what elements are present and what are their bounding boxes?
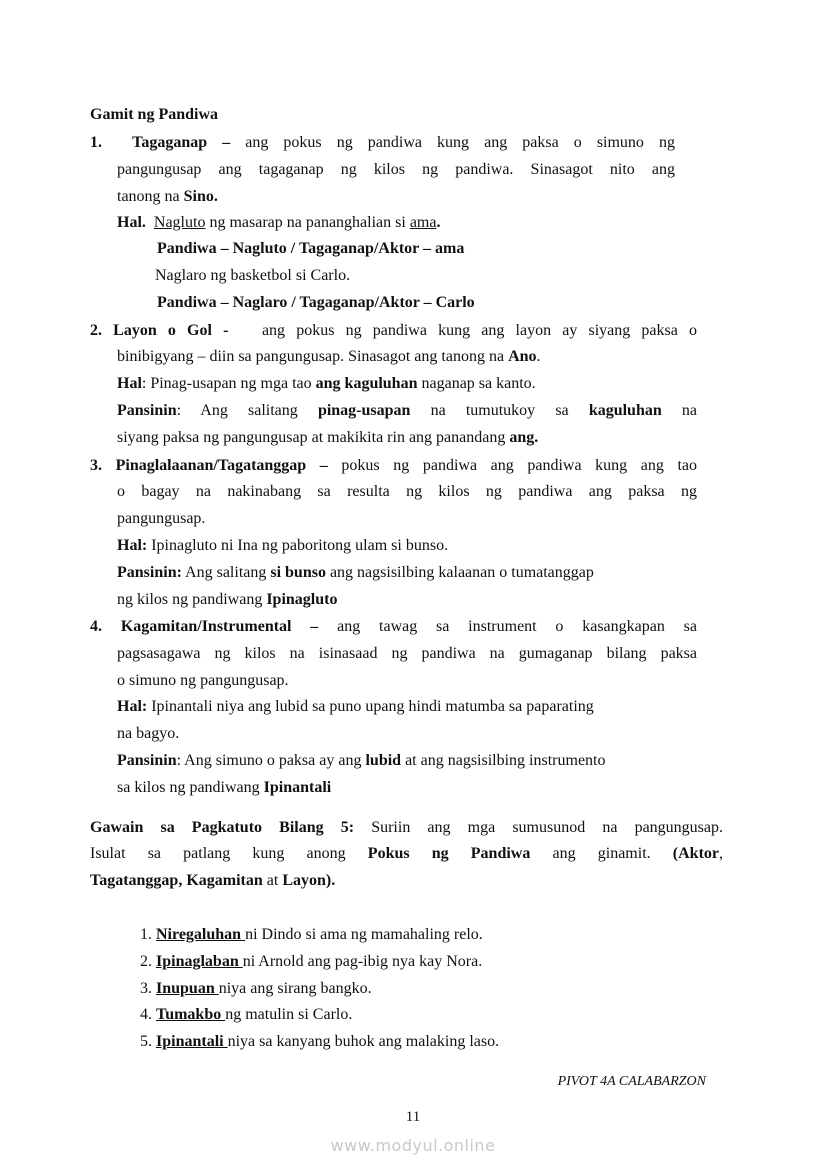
exercise-sentence (140, 1005, 352, 1025)
section-heading (90, 105, 218, 125)
text-segment: Gawain sa Pagkatuto Bilang 5: (90, 819, 355, 836)
text-segment: ang ginamit. (552, 845, 673, 862)
example-line (117, 536, 448, 556)
example-line (117, 374, 536, 394)
text-segment: (Aktor (672, 845, 720, 862)
text-segment: : Ang simuno o paksa ay ang (176, 752, 366, 769)
text-segment: na bagyo. (117, 725, 180, 742)
text-segment: Tagatanggap, Kagamitan (90, 872, 263, 889)
text-segment: 3. (90, 457, 102, 474)
text-segment: ang. (509, 429, 539, 446)
text-segment: at ang nagsisilbing instrumento (401, 752, 606, 769)
text-segment: ng masarap na pananghalian si (205, 214, 410, 231)
text-segment: na tumutukoy sa (430, 402, 589, 419)
text-segment: sa kilos ng pandiwang (117, 779, 264, 796)
text-segment: pangungusap. (117, 510, 206, 527)
text-segment: Hal: (117, 698, 148, 715)
example-line (155, 266, 350, 286)
text-segment: Pansinin (117, 752, 177, 769)
exercise-sentence (140, 979, 372, 999)
text-segment: ama (409, 214, 437, 231)
text-segment: niya sa kanyang buhok ang malaking laso. (227, 1033, 500, 1050)
text-segment: pinag-usapan (317, 402, 411, 419)
activity-instructions (90, 871, 335, 891)
text-segment: Ipinantali (156, 1033, 228, 1050)
text-segment: 2. (140, 953, 152, 970)
example-line (117, 213, 440, 233)
item-line (117, 347, 541, 367)
note-line (117, 428, 538, 448)
text-segment: 4. (140, 1006, 152, 1023)
text-segment: Gamit ng Pandiwa (90, 106, 219, 123)
text-segment: . (436, 214, 441, 231)
text-segment: ang nagsisilbing kalaanan o tumatanggap (325, 564, 594, 581)
text-segment: : Pinag-usapan ng mga tao (141, 375, 316, 392)
text-segment: Isulat sa patlang kung anong (90, 845, 368, 862)
text-segment: ng matulin si Carlo. (225, 1006, 353, 1023)
text-segment: Suriin ang mga sumusunod na pangungusap. (354, 819, 723, 836)
text-segment: Ano (508, 348, 537, 365)
text-segment: ang pokus ng pandiwa kung ang paksa o simuno ng (245, 134, 675, 151)
exercise-sentence (140, 952, 482, 972)
text-segment: 1. (140, 926, 152, 943)
text-segment: Pokus ng Pandiwa (367, 845, 531, 862)
text-segment: pokus ng pandiwa ang pandiwa kung ang tao (341, 457, 698, 474)
note-line (117, 401, 697, 421)
note-line (117, 778, 331, 798)
text-segment: Layon). (282, 872, 336, 889)
text-segment: niya ang sirang bangko. (218, 980, 372, 997)
answer-line (157, 293, 475, 313)
text-segment: pagsasagawa ng kilos na isinasaad ng pandiwa na gumaganap bilang paksa (117, 645, 697, 662)
text-segment: at (262, 872, 283, 889)
text-segment: Pandiwa – Naglaro / Tagaganap/Aktor – Carlo (157, 294, 475, 311)
text-segment: . (536, 348, 541, 365)
exercise-sentence (140, 925, 483, 945)
item-line (90, 617, 697, 637)
text-segment: Pansinin (117, 402, 177, 419)
text-segment: ang pokus ng pandiwa kung ang layon ay siyang paksa o (261, 322, 698, 339)
text-segment: Pansinin: (117, 564, 182, 581)
item-line (117, 644, 697, 664)
text-segment: Tagaganap – (132, 134, 231, 151)
text-segment: Kagamitan/Instrumental – (120, 618, 319, 635)
text-segment: , (719, 845, 724, 862)
text-segment: ni Arnold ang pag-ibig nya kay Nora. (242, 953, 483, 970)
text-segment: 4. (90, 618, 102, 635)
item-line (117, 160, 675, 180)
text-segment: Ipinaglaban (156, 953, 243, 970)
activity-instructions (90, 818, 723, 838)
text-segment: binibigyang – diin sa pangungusap. Sinasagot ang tanong na (117, 348, 509, 365)
exercise-sentence (140, 1032, 499, 1052)
note-line (117, 590, 337, 610)
text-segment: Tumakbo (156, 1006, 226, 1023)
text-segment: : Ang salitang (176, 402, 318, 419)
text-segment: tanong na (117, 188, 184, 205)
text-segment: 5. (140, 1033, 152, 1050)
text-segment: Nagluto (153, 214, 206, 231)
text-segment: Ipinagluto ni Ina ng paboritong ulam si bunso. (147, 537, 449, 554)
text-segment: 3. (140, 980, 152, 997)
item-line (117, 482, 697, 502)
text-segment: ni Dindo si ama ng mamahaling relo. (245, 926, 483, 943)
text-segment: Naglaro ng basketbol si Carlo. (155, 267, 351, 284)
item-line (90, 321, 697, 341)
note-line (117, 751, 605, 771)
text-segment: pangungusap ang tagaganap ng kilos ng pandiwa. Sinasagot nito ang (117, 161, 675, 178)
text-segment: ng kilos ng pandiwang (117, 591, 267, 608)
text-segment: Niregaluhan (156, 926, 246, 943)
text-segment: ang kaguluhan (315, 375, 418, 392)
text-segment: Sino. (183, 188, 218, 205)
text-segment: 1. (90, 134, 102, 151)
note-line (117, 563, 594, 583)
item-line (117, 509, 205, 529)
footer-region: PIVOT 4A CALABARZON (557, 1074, 706, 1089)
text-segment: Pandiwa – Nagluto / Tagaganap/Aktor – ama (157, 240, 465, 257)
text-segment: naganap sa kanto. (417, 375, 536, 392)
text-segment: Ipinagluto (266, 591, 338, 608)
item-line (90, 133, 675, 153)
text-segment: ang tawag sa instrument o kasangkapan sa (337, 618, 698, 635)
text-segment: Ipinantali niya ang lubid sa puno upang hindi matumba sa paparating (147, 698, 594, 715)
text-segment: kaguluhan (588, 402, 662, 419)
text-segment: Hal: (117, 537, 148, 554)
text-segment: si bunso (270, 564, 326, 581)
text-segment: Pinaglalaanan/Tagatanggap – (115, 457, 328, 474)
text-segment: Ipinantali (263, 779, 332, 796)
item-line (90, 456, 697, 476)
text-segment: Ang salitang (181, 564, 271, 581)
text-segment: o simuno ng pangungusap. (117, 672, 289, 689)
answer-line (157, 239, 464, 259)
item-line (117, 671, 289, 691)
text-segment: 2. (90, 322, 102, 339)
example-line (117, 697, 594, 717)
text-segment: na (661, 402, 698, 419)
text-segment: o bagay na nakinabang sa resulta ng kilos ng pandiwa ang paksa ng (117, 483, 697, 500)
page-number: 11 (405, 1109, 421, 1125)
activity-instructions (90, 844, 723, 864)
text-segment: lubid (365, 752, 402, 769)
text-segment: Layon o Gol - (113, 322, 229, 339)
watermark: www.modyul.online (330, 1136, 496, 1155)
example-line (117, 724, 179, 744)
text-segment: Hal (117, 375, 142, 392)
text-segment: Inupuan (156, 980, 219, 997)
text-segment: Hal. (117, 214, 146, 231)
item-line (117, 187, 218, 207)
text-segment: siyang paksa ng pangungusap at makikita rin ang panandang (117, 429, 510, 446)
